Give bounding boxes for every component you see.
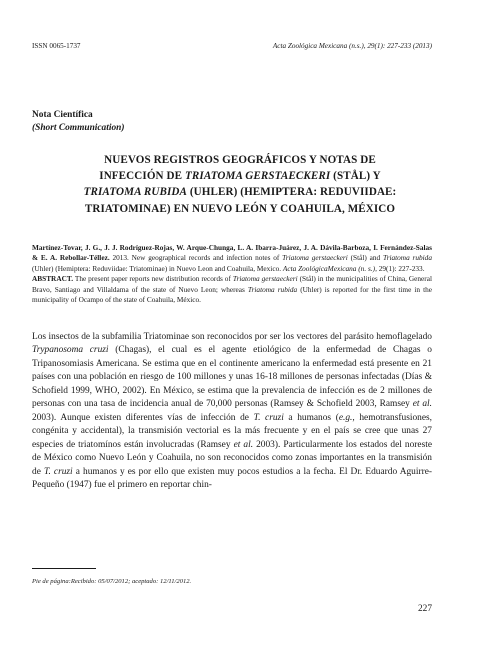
footnote-divider	[32, 568, 96, 569]
body-italic: Trypanosoma cruzi	[32, 345, 109, 356]
body-text: a humanos y es por ello que existen muy pocos estudios a la fecha. El Dr. Eduardo Aguirre-Pequeño (1947) fue el primero en reportar chin-	[32, 466, 432, 490]
body-text: 2003). Particularmente los estados del noreste de México como Nuevo León y Coahuila, no son reconocidos como zonas importantes en la transmisión de	[32, 439, 433, 477]
species-name: Triatoma rubida	[382, 253, 432, 263]
footnote: Pie de página:Recibido: 05/07/2012; aceptado: 12/11/2012.	[32, 578, 192, 585]
article-title	[52, 152, 428, 217]
species-name: Triatoma gerstaeckeri	[282, 253, 348, 263]
page-number: 227	[417, 604, 432, 614]
citation	[32, 243, 432, 274]
body-text: Los insectos de la subfamilia Triatominae son reconocidos por ser los vectores del parásito hemoflagelado	[32, 332, 432, 342]
abstract-text: (Stål) in the municipalities of China, General Bravo, Santiago and Villaldama of the state of Nuevo Leon; whereas	[32, 274, 432, 294]
running-header	[32, 42, 432, 54]
species-name: Triatoma rubida	[247, 284, 298, 294]
title-text: INFECCIÓN DE	[99, 170, 186, 183]
body-text: (Chagas), el cual es el agente etiológico de la enfermedad de Chagas o Tripanosomiasis Americana. Se estima que en el continente americano la enfermedad está presente en 21 países con una población en riesgo de 100 millones y unas 16-18 millones de personas infectadas (Días & Schofield 1999, WHO, 2002). En México, se estima que la prevalencia de infección es de 2 millones de personas con una tasa de incidencia anual de 70,000 personas (Ramsey & Schofield 2003, Ramsey	[32, 345, 432, 410]
title-line-2	[52, 168, 428, 184]
authors: Martínez-Tovar, J. G., J. J. Rodríguez-Rojas, W. Arque-Chunga, L. A. Ibarra-Juárez, J. A. Dávila-Barboza, I. Fernández-Salas & E. A. Rebollar-Téllez.	[32, 243, 432, 263]
section-sublabel: (Short Communication)	[32, 123, 125, 133]
abstract	[32, 274, 432, 305]
section-label: Nota Científica	[32, 110, 93, 120]
citation-pages: 29(1): 227-233.	[376, 263, 425, 273]
body-text: a humanos (	[283, 412, 339, 423]
title-line-3	[52, 184, 428, 200]
journal-reference: Acta Zoológica Mexicana (n.s.), 29(1): 227-233 (2013)	[272, 42, 432, 50]
body-paragraph	[32, 331, 432, 492]
abstract-heading: ABSTRACT.	[32, 274, 74, 284]
abstract-text: (Uhler) is reported for the first time in the municipality of Ocampo of the state of Coahuila, México.	[32, 284, 432, 305]
citation-text: 2013. New geographical records and infection notes of	[109, 253, 283, 263]
title-species: TRIATOMA RUBIDA	[83, 186, 187, 199]
title-text: (STÅL) Y	[330, 170, 381, 183]
citation-block	[32, 243, 432, 305]
body-italic: et al.	[412, 399, 432, 410]
body-italic: T. cruzi	[43, 466, 73, 477]
citation-text: (Stål) and	[347, 253, 383, 263]
title-line-1: NUEVOS REGISTROS GEOGRÁFICOS Y NOTAS DE	[104, 154, 376, 166]
body-text: 2003). Aunque existen diferentes vías de infección de	[32, 412, 254, 423]
citation-text: (Uhler) (Hemiptera: Reduviidae: Triatominae) in Nuevo Leon and Coahuila, Mexico.	[32, 263, 283, 273]
body-italic: T. cruzi	[253, 412, 284, 423]
journal-name: Acta ZoológicaMexicana (n. s.),	[282, 263, 377, 273]
species-name: Triatoma gerstaeckeri	[232, 274, 298, 284]
title-species: TRIATOMA GERSTAECKERI	[185, 170, 331, 183]
abstract-text: The present paper reports new distribution records of	[73, 274, 233, 284]
issn: ISSN 0065-1737	[32, 42, 81, 50]
body-text: , hemotransfusiones, congénita y accidental), la transmisión vectorial es la más frecuente y en el país se cree que unas 27 especies de triatomínos están involucradas (Ramsey	[32, 412, 432, 450]
title-line-4: TRIATOMINAE) EN NUEVO LEÓN Y COAHUILA, MÉXICO	[84, 202, 396, 215]
body-italic: e.g.	[338, 412, 353, 423]
body-italic: et al.	[233, 439, 254, 450]
title-text: (UHLER) (HEMIPTERA: REDUVIIDAE:	[186, 186, 397, 199]
